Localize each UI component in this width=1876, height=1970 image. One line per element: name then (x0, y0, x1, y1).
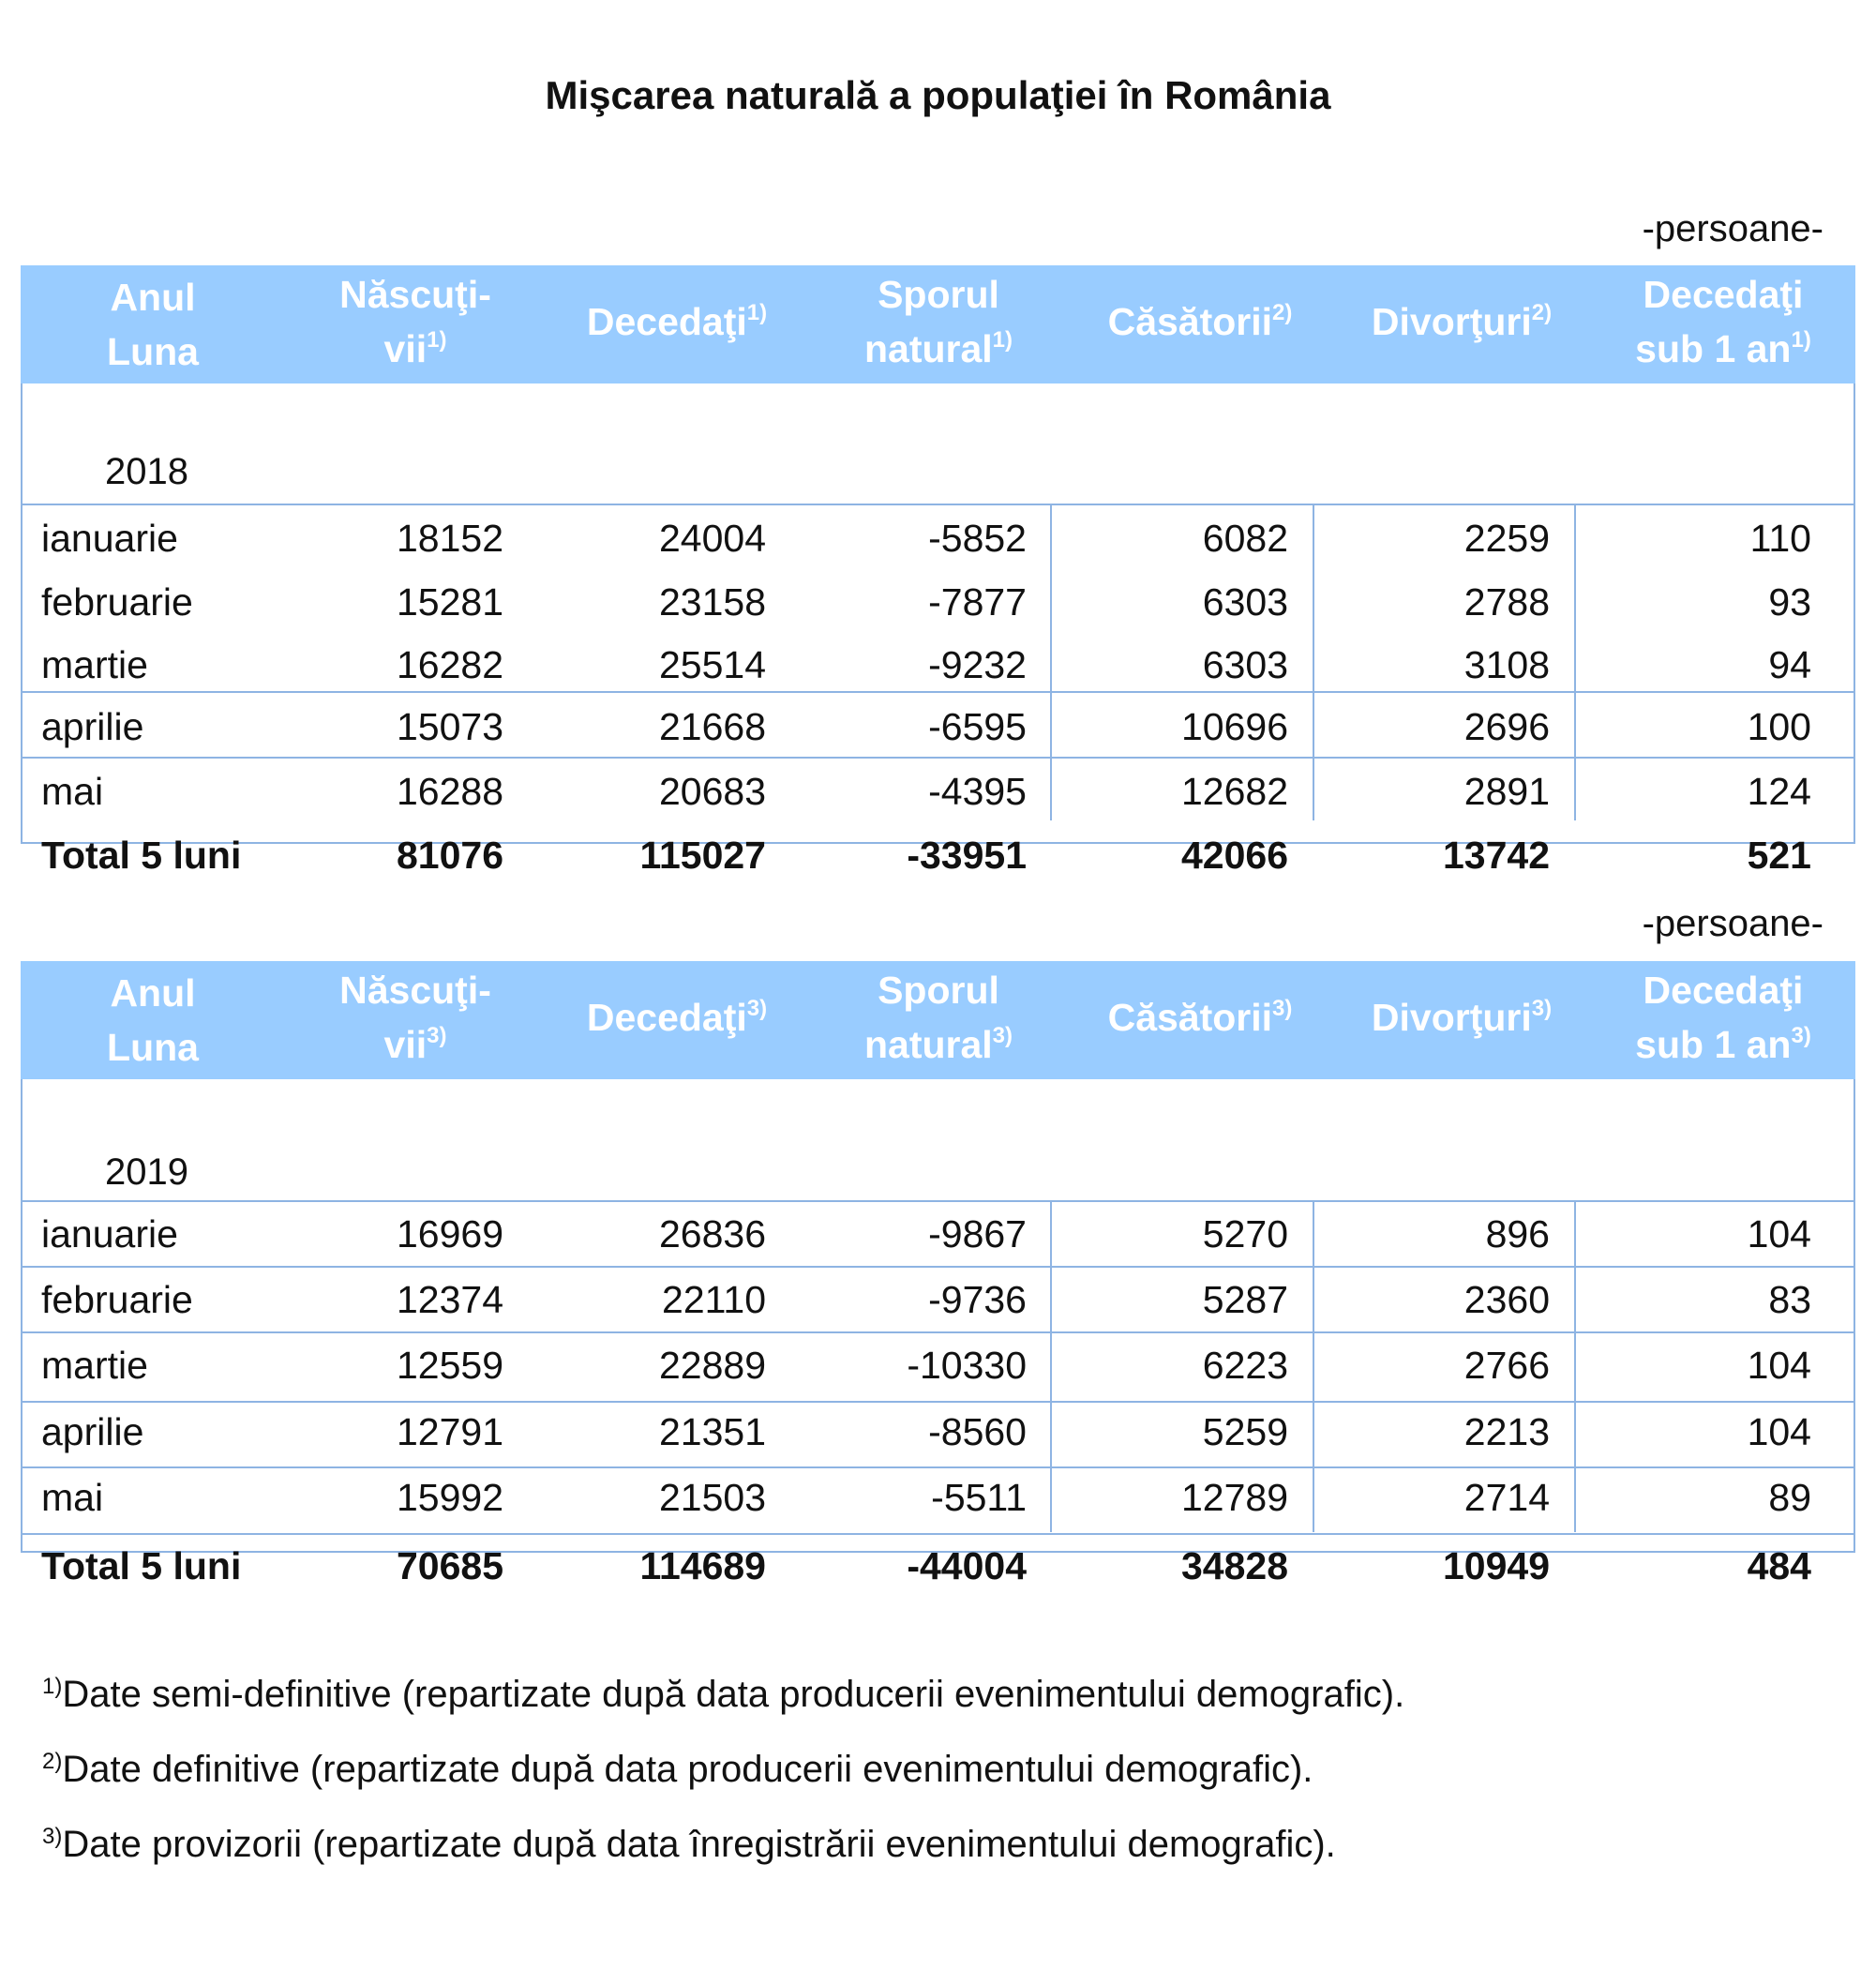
table-cell: 21351 (658, 1410, 766, 1453)
table-cell: 2259 (1463, 517, 1550, 560)
header-line (339, 963, 491, 1017)
header-line (1108, 294, 1293, 355)
table-cell: 16288 (396, 770, 503, 813)
table-cell: 21503 (658, 1476, 766, 1519)
header-cell (284, 265, 547, 383)
total-label: Total 5 luni (41, 1544, 242, 1587)
unit-label: -persoane- (1642, 208, 1823, 249)
table-header (21, 265, 1855, 383)
total-cell: 10949 (1442, 1544, 1550, 1587)
table-cell: 100 (1747, 705, 1811, 748)
table-cell: 896 (1485, 1212, 1550, 1256)
footnote-marker: 3) (746, 995, 768, 1021)
header-text: Anul (110, 971, 196, 1015)
footnote-marker: 2) (1272, 299, 1293, 325)
footnote-1: $^{1)}$Date semi-definitive (repartizate după data producerii evenimentului demografic). (42, 1674, 1405, 1715)
table-cell: -6595 (928, 705, 1027, 748)
table-row (21, 1401, 1855, 1463)
table-cell: 15281 (396, 580, 503, 624)
header-text: Divorţuri (1371, 299, 1532, 343)
total-cell: -33951 (907, 834, 1027, 877)
header-cell (807, 265, 1070, 383)
table-cell: 15992 (396, 1476, 503, 1519)
table-cell: 25514 (658, 643, 766, 686)
total-cell: 114689 (639, 1544, 766, 1587)
table-cell: 93 (1768, 580, 1811, 624)
header-cell (1330, 961, 1593, 1079)
row-label: februarie (41, 580, 193, 624)
table-cell: 104 (1747, 1344, 1811, 1387)
header-line (864, 1017, 1013, 1078)
total-row (21, 1535, 1855, 1597)
table-cell: 15073 (396, 705, 503, 748)
header-cell (1069, 265, 1331, 383)
header-line (107, 324, 199, 379)
table-cell: -4395 (928, 770, 1027, 813)
row-label: mai (41, 1476, 104, 1519)
table-cell: 3108 (1463, 643, 1550, 686)
row-label: mai (41, 770, 104, 813)
header-text: Născuţi- (339, 272, 491, 316)
table-cell: 23158 (658, 580, 766, 624)
table-cell: 10696 (1180, 705, 1288, 748)
table-cell: 5270 (1202, 1212, 1288, 1256)
header-line (339, 267, 491, 322)
table-cell: 89 (1768, 1476, 1811, 1519)
header-cell (1330, 265, 1593, 383)
table-cell: 2714 (1463, 1476, 1550, 1519)
table-cell: 12791 (396, 1410, 503, 1453)
header-text: sub 1 an (1635, 326, 1792, 370)
header-text: Sporul (878, 272, 999, 316)
header-cell (1592, 265, 1854, 383)
header-line (878, 267, 999, 322)
table-cell: 6303 (1202, 643, 1288, 686)
table-cell: 5259 (1202, 1410, 1288, 1453)
table-cell: 18152 (396, 517, 503, 560)
header-text: Decedaţi (586, 299, 747, 343)
total-cell: 70685 (396, 1544, 503, 1587)
header-line (384, 1017, 447, 1078)
header-line (1635, 1017, 1811, 1078)
header-line (110, 270, 195, 324)
row-label: ianuarie (41, 1212, 178, 1256)
header-cell (807, 961, 1070, 1079)
total-row (21, 824, 1855, 886)
table-cell: 21668 (658, 705, 766, 748)
header-cell (22, 265, 284, 383)
table-row (21, 1203, 1855, 1265)
total-cell: 81076 (396, 834, 503, 877)
header-text: Anul (110, 276, 196, 319)
table-cell: -5852 (928, 517, 1027, 560)
table-cell: 104 (1747, 1212, 1811, 1256)
year-label: 2018 (105, 451, 188, 492)
header-text: vii (383, 326, 428, 370)
table-cell: 22110 (662, 1278, 766, 1321)
row-label: martie (41, 1344, 148, 1387)
table-cell: -5511 (931, 1476, 1027, 1519)
header-line (384, 322, 447, 383)
header-line (878, 963, 999, 1017)
table-cell: 2213 (1463, 1410, 1550, 1453)
header-line (1643, 267, 1804, 322)
row-label: februarie (41, 1278, 193, 1321)
total-cell: 484 (1747, 1544, 1811, 1587)
table-cell: 12682 (1180, 770, 1288, 813)
table-cell: 6082 (1202, 517, 1288, 560)
header-cell (1592, 961, 1854, 1079)
table-cell: -9867 (928, 1212, 1027, 1256)
header-cell (1069, 961, 1331, 1079)
row-label: aprilie (41, 1410, 144, 1453)
footnote-marker: 3) (1272, 995, 1293, 1021)
footnote-marker: 3) (1791, 1022, 1811, 1048)
table-cell: 12374 (396, 1278, 503, 1321)
footnote-marker: 3) (427, 1022, 447, 1048)
header-line (587, 990, 767, 1051)
footnote-3: $^{3)}$Date provizorii (repartizate după data înregistrării evenimentului demografic). (42, 1824, 1336, 1865)
total-cell: 115027 (639, 834, 766, 877)
table-cell: 6303 (1202, 580, 1288, 624)
table-row (21, 1269, 1855, 1331)
total-cell: 521 (1747, 834, 1811, 877)
total-cell: -44004 (907, 1544, 1027, 1587)
table-header (21, 961, 1855, 1079)
header-line (1108, 990, 1293, 1051)
table-cell: 16969 (396, 1212, 503, 1256)
header-text: Divorţuri (1371, 995, 1532, 1039)
header-line (110, 966, 195, 1020)
header-text: Luna (107, 1026, 199, 1069)
table-cell: -7877 (928, 580, 1027, 624)
row-divider (21, 504, 1855, 505)
header-text: Născuţi- (339, 968, 491, 1012)
header-text: Decedaţi (586, 995, 747, 1039)
table-cell: 5287 (1202, 1278, 1288, 1321)
table-row (21, 634, 1855, 696)
table-cell: 6223 (1202, 1344, 1288, 1387)
table-cell: 2696 (1463, 705, 1550, 748)
table-cell: 24004 (658, 517, 766, 560)
table-cell: 104 (1747, 1410, 1811, 1453)
header-cell (284, 961, 547, 1079)
header-text: Decedaţi (1643, 272, 1804, 316)
header-text: Căsătorii (1107, 995, 1273, 1039)
footnote-marker: 3) (992, 1022, 1013, 1048)
header-text: Căsătorii (1107, 299, 1273, 343)
table-cell: 12789 (1180, 1476, 1288, 1519)
table-cell: 83 (1768, 1278, 1811, 1321)
table-cell: -9232 (928, 643, 1027, 686)
footnote-marker: 1) (992, 326, 1013, 353)
table-cell: 2360 (1463, 1278, 1550, 1321)
footnote-2: $^{2)}$Date definitive (repartizate după data producerii evenimentului demografic). (42, 1749, 1313, 1790)
total-cell: 13742 (1442, 834, 1550, 877)
header-cell (22, 961, 284, 1079)
footnote-marker: 1) (427, 326, 447, 353)
total-cell: 34828 (1180, 1544, 1288, 1587)
row-label: ianuarie (41, 517, 178, 560)
table-cell: -8560 (928, 1410, 1027, 1453)
row-label: aprilie (41, 705, 144, 748)
header-text: natural (863, 1022, 993, 1066)
header-cell (546, 961, 808, 1079)
unit-label: -persoane- (1642, 903, 1823, 944)
page-title: Mişcarea naturală a populaţiei în România (545, 73, 1331, 117)
table-row (21, 696, 1855, 758)
total-cell: 42066 (1180, 834, 1288, 877)
row-divider (21, 1200, 1855, 1202)
header-line (1372, 990, 1552, 1051)
table-cell: 12559 (396, 1344, 503, 1387)
table-cell: 26836 (658, 1212, 766, 1256)
table-cell: 124 (1747, 770, 1811, 813)
table-cell: 2788 (1463, 580, 1550, 624)
table-cell: 2891 (1463, 770, 1550, 813)
header-text: Decedaţi (1643, 968, 1804, 1012)
header-text: vii (383, 1022, 428, 1066)
table-cell: 22889 (658, 1344, 766, 1387)
row-divider (21, 1331, 1855, 1333)
header-text: Luna (107, 330, 199, 373)
header-line (1635, 322, 1811, 383)
table-cell: 2766 (1463, 1344, 1550, 1387)
table-cell: 110 (1749, 517, 1811, 560)
header-text: sub 1 an (1635, 1022, 1792, 1066)
header-line (1643, 963, 1804, 1017)
table-row (21, 571, 1855, 633)
row-label: martie (41, 643, 148, 686)
footnote-marker: 1) (1791, 326, 1811, 353)
header-text: natural (863, 326, 993, 370)
header-line (107, 1020, 199, 1075)
footnotes (42, 1660, 1404, 1885)
footnote-marker: 3) (1531, 995, 1553, 1021)
row-divider (21, 1266, 1855, 1268)
header-line (587, 294, 767, 355)
table-cell: 20683 (658, 770, 766, 813)
table-row (21, 760, 1855, 822)
footnote-marker: 2) (1531, 299, 1553, 325)
total-label: Total 5 luni (41, 834, 242, 877)
table-cell: 16282 (396, 643, 503, 686)
header-text: Sporul (878, 968, 999, 1012)
table-row (21, 1334, 1855, 1396)
table-cell: -9736 (928, 1278, 1027, 1321)
year-label: 2019 (105, 1151, 188, 1193)
table-cell: 94 (1768, 643, 1811, 686)
footnote-marker: 1) (746, 299, 768, 325)
table-row (21, 507, 1855, 569)
header-line (1372, 294, 1552, 355)
header-line (864, 322, 1013, 383)
table-cell: -10330 (907, 1344, 1027, 1387)
header-cell (546, 265, 808, 383)
table-row (21, 1466, 1855, 1528)
